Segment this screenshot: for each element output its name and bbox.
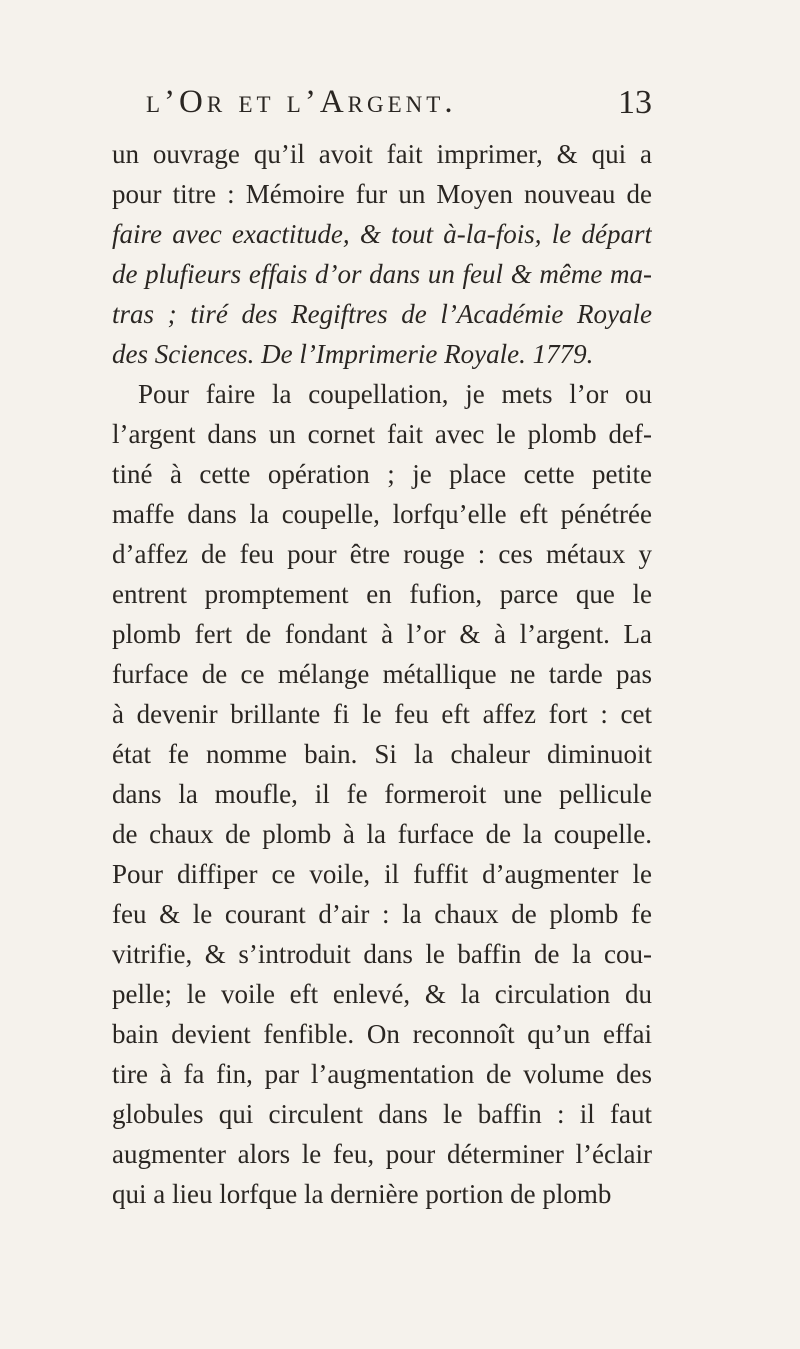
text-line: d’affez de feu pour être rouge : ces métaux y	[112, 539, 652, 569]
text-line: entrent promptement en fufion, parce que le	[112, 579, 652, 609]
text-line: état fe nomme bain. Si la chaleur diminuoit	[112, 739, 652, 769]
text-line: dans la moufle, il fe formeroit une pellicule	[112, 779, 652, 809]
text-line: des Sciences. De l’Imprimerie Royale. 1779.	[112, 339, 594, 369]
text-line: qui a lieu lorfque la dernière portion de plomb	[112, 1179, 612, 1209]
text-line: Pour faire la coupellation, je mets l’or ou	[138, 379, 652, 409]
text-line: tire à fa fin, par l’augmentation de volume des	[112, 1059, 652, 1089]
text-line: vitrifie, & s’introduit dans le baffin de la cou-	[112, 939, 652, 969]
text-line: bain devient fenfible. On reconnoît qu’un effai	[112, 1019, 652, 1049]
text-line: pour titre : Mémoire fur un Moyen nouveau de	[112, 179, 652, 209]
running-head: l’Or et l’Argent.	[146, 84, 457, 120]
text-line: plomb fert de fondant à l’or & à l’argent. La	[112, 619, 652, 649]
text-line: de plufieurs effais d’or dans un feul & même ma-	[112, 259, 652, 289]
text-line: à devenir brillante fi le feu eft affez fort : cet	[112, 699, 652, 729]
text-line: feu & le courant d’air : la chaux de plomb fe	[112, 899, 652, 929]
text-line: faire avec exactitude, & tout à-la-fois, le départ	[112, 219, 652, 249]
text-line: un ouvrage qu’il avoit fait imprimer, & qui a	[112, 139, 652, 169]
text-line: tiné à cette opération ; je place cette petite	[112, 459, 652, 489]
text-line: de chaux de plomb à la furface de la coupelle.	[112, 819, 652, 849]
page-header	[112, 84, 652, 132]
text-line: tras ; tiré des Regiftres de l’Académie Royale	[112, 299, 652, 329]
page-number: 13	[618, 84, 652, 121]
text-line: globules qui circulent dans le baffin : il faut	[112, 1099, 652, 1129]
text-line: augmenter alors le feu, pour déterminer l’éclair	[112, 1139, 652, 1169]
text-line: maffe dans la coupelle, lorfqu’elle eft pénétrée	[112, 499, 652, 529]
text-line: l’argent dans un cornet fait avec le plomb def-	[112, 419, 652, 449]
text-line: furface de ce mélange métallique ne tarde pas	[112, 659, 652, 689]
text-line: pelle; le voile eft enlevé, & la circulation du	[112, 979, 652, 1009]
text-line: Pour diffiper ce voile, il fuffit d’augmenter le	[112, 859, 652, 889]
